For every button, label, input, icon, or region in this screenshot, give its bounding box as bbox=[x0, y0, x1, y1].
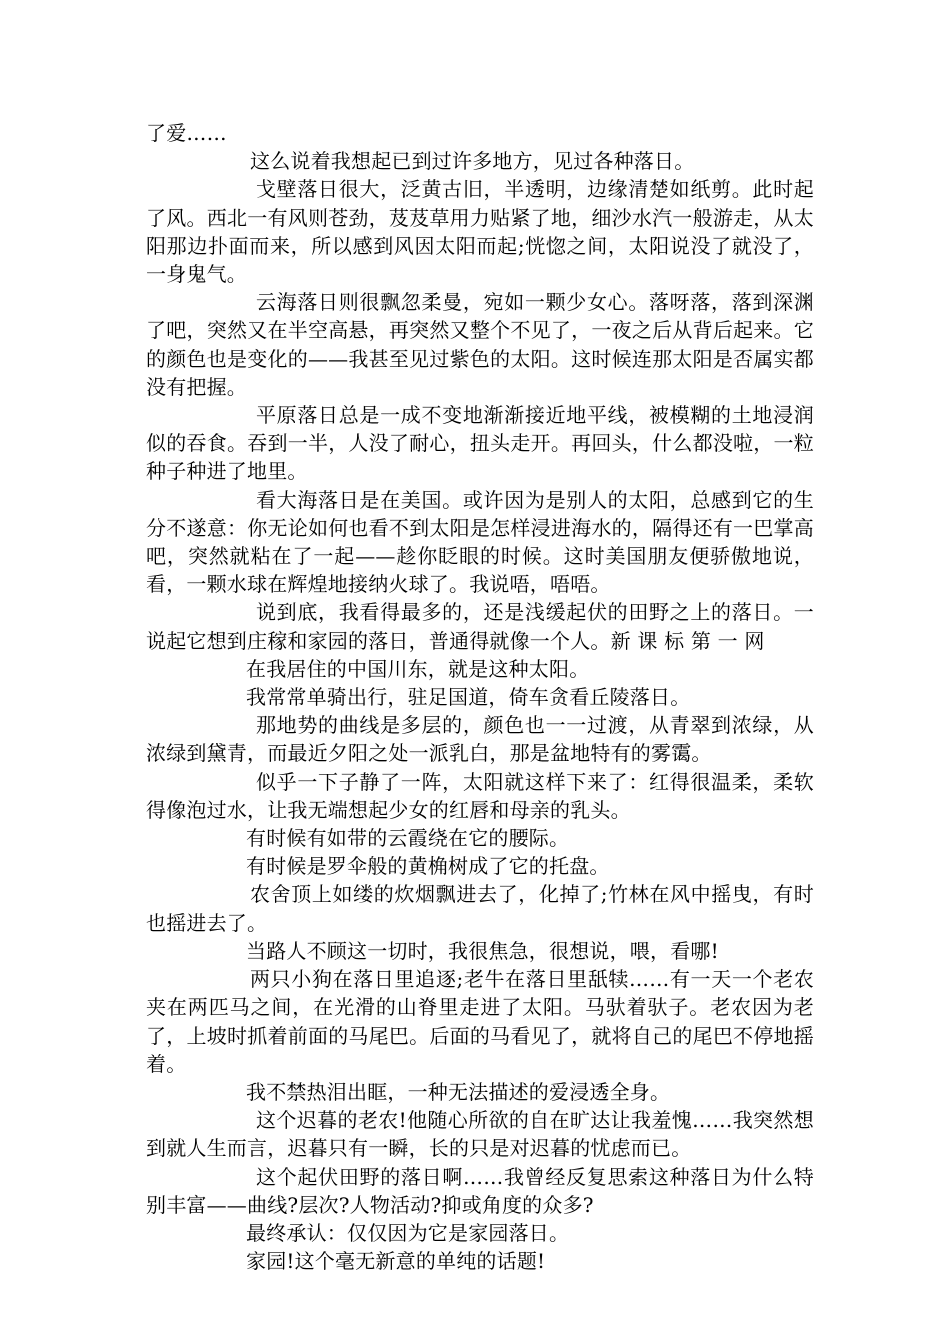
essay-body bbox=[146, 119, 814, 1275]
paragraph-18: 这个迟暮的老农!他随心所欲的自在旷达让我羞愧……我突然想到就人生而言，迟暮只有一瞬，长的只是对迟暮的忧虑而已。 bbox=[146, 1108, 814, 1161]
paragraph-8: 在我居住的中国川东，就是这种太阳。 bbox=[246, 656, 590, 681]
paragraph-11: 似乎一下子静了一阵，太阳就这样下来了：红得很温柔，柔软得像泡过水，让我无端想起少女的红唇和母亲的乳头。 bbox=[146, 769, 814, 822]
paragraph-3: 戈壁落日很大，泛黄古旧，半透明，边缘清楚如纸剪。此时起了风。西北一有风则苍劲，芨芨草用力贴紧了地，细沙水汽一般游走，从太阳那边扑面而来，所以感到风因太阳而起;恍惚之间，太阳说没了就没了，一身鬼气。 bbox=[146, 177, 814, 287]
paragraph-9: 我常常单骑出行，驻足国道，倚车贪看丘陵落日。 bbox=[246, 685, 691, 710]
paragraph-10: 那地势的曲线是多层的，颜色也一一过渡，从青翠到浓绿，从浓绿到黛青，而最近夕阳之处一派乳白，那是盆地特有的雾霭。 bbox=[146, 713, 814, 766]
paragraph-6: 看大海落日是在美国。或许因为是别人的太阳，总感到它的生分不遂意：你无论如何也看不到太阳是怎样浸进海水的，隔得还有一巴掌高吧，突然就粘在了一起——趁你眨眼的时候。这时美国朋友便骄傲地说，看，一颗水球在辉煌地接纳火球了。我说唔，唔唔。 bbox=[146, 487, 814, 597]
paragraph-12: 有时候有如带的云霞绕在它的腰际。 bbox=[246, 826, 570, 851]
paragraph-17: 我不禁热泪出眶，一种无法描述的爱浸透全身。 bbox=[246, 1079, 671, 1104]
paragraph-13: 有时候是罗伞般的黄桷树成了它的托盘。 bbox=[246, 854, 610, 879]
paragraph-1: 了爱…… bbox=[146, 121, 227, 145]
paragraph-4: 云海落日则很飘忽柔曼，宛如一颗少女心。落呀落，落到深渊了吧，突然又在半空高悬，再突然又整个不见了，一夜之后从背后起来。它的颜色也是变化的——我甚至见过紫色的太阳。这时候连那太阳是否属实都没有把握。 bbox=[146, 290, 814, 399]
paragraph-21: 家园!这个毫无新意的单纯的话题! bbox=[246, 1249, 546, 1274]
paragraph-19: 这个起伏田野的落日啊……我曾经反复思索这种落日为什么特别丰富——曲线?层次?人物活动?抑或角度的众多? bbox=[146, 1164, 814, 1217]
paragraph-5: 平原落日总是一成不变地渐渐接近地平线，被模糊的土地浸润似的吞食。吞到一半，人没了耐心，扭头走开。再回头，什么都没啦，一粒种子种进了地里。 bbox=[146, 403, 814, 484]
paragraph-7: 说到底，我看得最多的，还是浅缓起伏的田野之上的落日。一说起它想到庄稼和家园的落日，普通得就像一个人。新 课 标 第 一 网 bbox=[146, 600, 814, 653]
paragraph-2: 这么说着我想起已到过许多地方，见过各种落日。 bbox=[250, 149, 695, 174]
paragraph-16: 两只小狗在落日里追逐;老牛在落日里舐犊……有一天一个老农夹在两匹马之间，在光滑的山脊里走进了太阳。马驮着驮子。老农因为老了，上坡时抓着前面的马尾巴。后面的马看见了，就将自己的尾巴不停地摇着。 bbox=[146, 967, 814, 1076]
paragraph-15: 当路人不顾这一切时，我很焦急，很想说，喂，看哪! bbox=[246, 938, 719, 963]
paragraph-14: 农舍顶上如缕的炊烟飘进去了，化掉了;竹林在风中摇曳，有时也摇进去了。 bbox=[146, 882, 814, 935]
paragraph-20: 最终承认：仅仅因为它是家园落日。 bbox=[246, 1220, 570, 1245]
